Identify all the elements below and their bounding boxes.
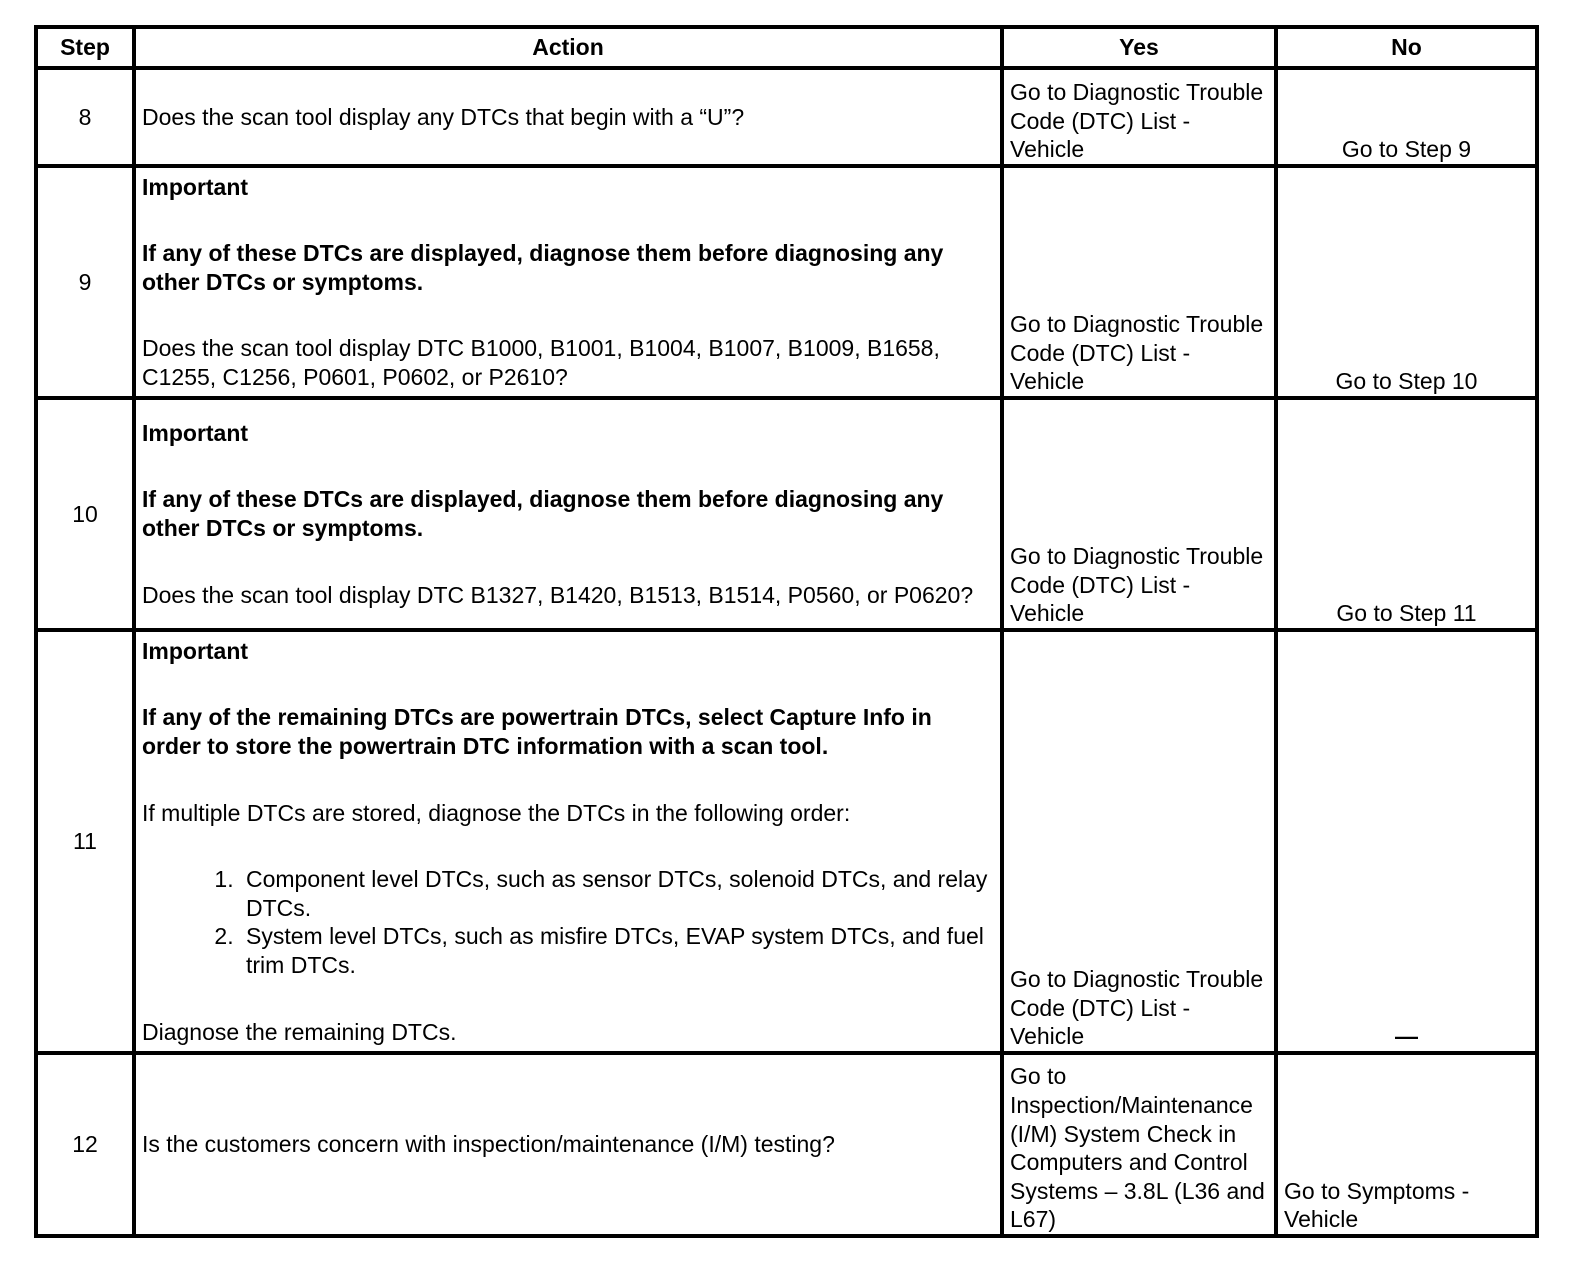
no-dash: — (1395, 1023, 1418, 1050)
no-link[interactable]: Go to Step 9 (1276, 68, 1537, 166)
no-link[interactable]: Go to Step 11 (1276, 398, 1537, 630)
order-intro: If multiple DTCs are stored, diagnose the DTCs in the following order: (142, 799, 851, 826)
yes-link[interactable]: Go to Diagnostic Trouble Code (DTC) List - Vehicle (1002, 68, 1276, 166)
important-heading: Important (142, 173, 249, 200)
action-cell (134, 1053, 1002, 1236)
important-text: If any of these DTCs are displayed, diagnose them before diagnosing any other DTCs or symptoms. (142, 486, 944, 541)
action-question: Is the customers concern with inspection/maintenance (I/M) testing? (142, 1131, 835, 1158)
header-yes: Yes (1002, 27, 1276, 68)
diagnostic-table (34, 25, 1539, 1238)
table-row-step-11 (36, 630, 1537, 1053)
action-question: Does the scan tool display DTC B1000, B1001, B1004, B1007, B1009, B1658, C1255, C1256, P0601, P0602, or P2610? (142, 335, 940, 390)
yes-link[interactable]: Go to Diagnostic Trouble Code (DTC) List - Vehicle (1002, 630, 1276, 1053)
no-link[interactable]: Go to Step 10 (1276, 166, 1537, 398)
important-heading: Important (142, 419, 249, 446)
list-item: 2. System level DTCs, such as misfire DTCs, EVAP system DTCs, and fuel trim DTCs. (240, 922, 994, 979)
yes-link[interactable]: Go to Inspection/Maintenance (I/M) System Check in Computers and Control Systems – 3.8L (L36 and L67) (1002, 1053, 1276, 1236)
action-cell (134, 166, 1002, 398)
important-heading: Important (142, 637, 249, 664)
step-number: 12 (36, 1053, 134, 1236)
step-number: 10 (36, 398, 134, 630)
action-question: Does the scan tool display DTC B1327, B1420, B1513, B1514, P0560, or P0620? (142, 581, 974, 608)
action-cell (134, 630, 1002, 1053)
step-number: 9 (36, 166, 134, 398)
header-no: No (1276, 27, 1537, 68)
step-number: 8 (36, 68, 134, 166)
action-question: Does the scan tool display any DTCs that begin with a “U”? (142, 103, 745, 130)
header-step: Step (36, 27, 134, 68)
action-question: Diagnose the remaining DTCs. (142, 1018, 457, 1045)
table-row-step-10 (36, 398, 1537, 630)
no-link[interactable]: Go to Symptoms - Vehicle (1276, 1053, 1537, 1236)
dtc-order-list (142, 865, 994, 979)
table-row-step-12 (36, 1053, 1537, 1236)
header-row (36, 27, 1537, 68)
no-value (1276, 630, 1537, 1053)
action-cell (134, 68, 1002, 166)
step-number: 11 (36, 630, 134, 1053)
important-text: If any of the remaining DTCs are powertrain DTCs, select Capture Info in order to store the powertrain DTC information with a scan tool. (142, 704, 932, 760)
table-row-step-8 (36, 68, 1537, 166)
list-item: 1. Component level DTCs, such as sensor DTCs, solenoid DTCs, and relay DTCs. (240, 865, 994, 922)
action-cell (134, 398, 1002, 630)
important-text: If any of these DTCs are displayed, diagnose them before diagnosing any other DTCs or symptoms. (142, 240, 944, 295)
yes-link[interactable]: Go to Diagnostic Trouble Code (DTC) List - Vehicle (1002, 166, 1276, 398)
table-row-step-9 (36, 166, 1537, 398)
yes-link[interactable]: Go to Diagnostic Trouble Code (DTC) List - Vehicle (1002, 398, 1276, 630)
header-action: Action (134, 27, 1002, 68)
